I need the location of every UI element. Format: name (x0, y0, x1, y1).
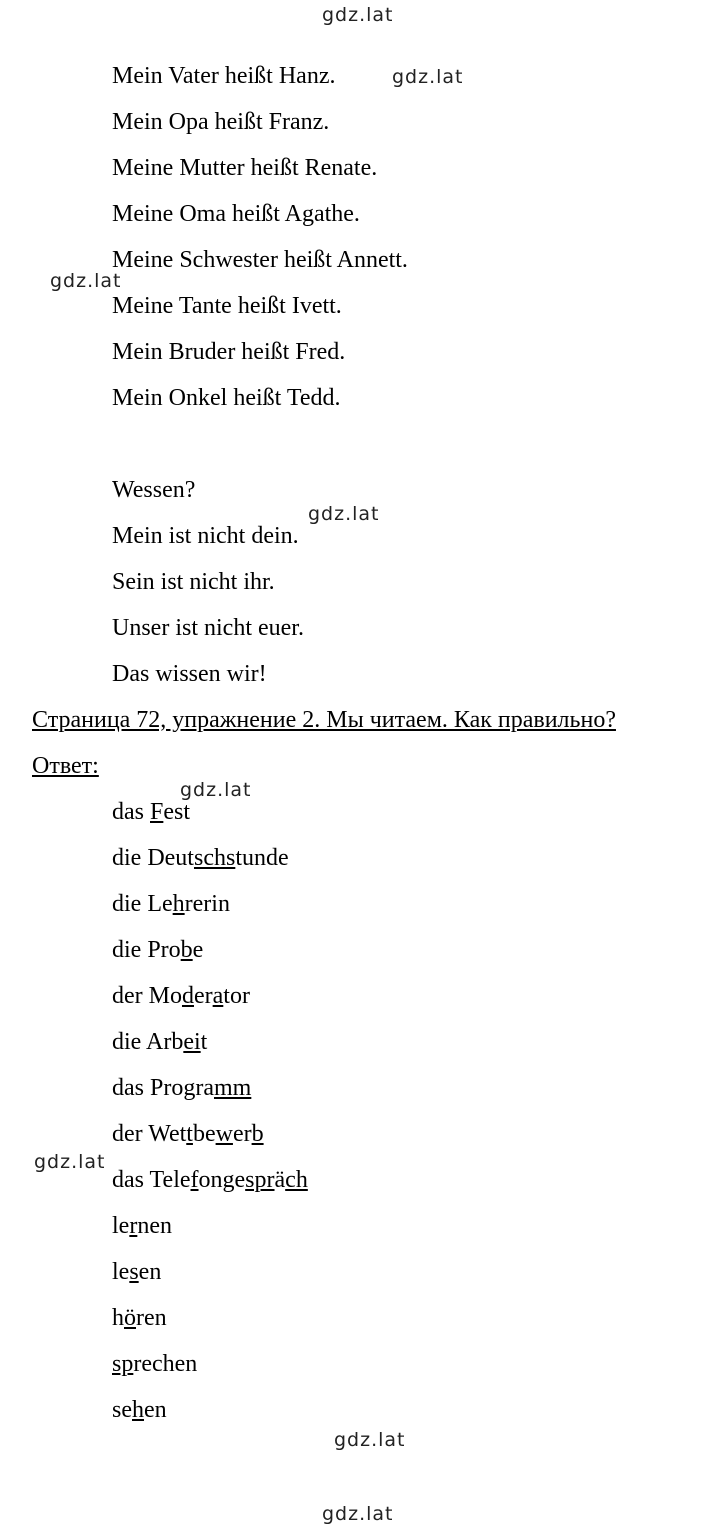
word-text: e (192, 937, 204, 963)
word-text: das (112, 799, 150, 825)
word-text: en (144, 1397, 167, 1423)
word-line (112, 1258, 161, 1286)
word-text: die Pro (112, 937, 181, 963)
word-text: das Tele (112, 1167, 191, 1193)
poem2-line-5: Das wissen wir! (112, 661, 267, 687)
word-line (112, 1166, 308, 1194)
underlined-letters: t (186, 1121, 193, 1147)
poem1-line-4: Meine Oma heißt Agathe. (112, 201, 360, 227)
word-line (112, 1396, 167, 1424)
underlined-letters: r (129, 1213, 138, 1239)
underlined-letters: w (215, 1121, 233, 1147)
answer-label: Ответ: (32, 753, 99, 779)
poem1-line-5: Meine Schwester heißt Annett. (112, 247, 408, 273)
poem1-line-8: Mein Onkel heißt Tedd. (112, 385, 341, 411)
word-text: tor (223, 983, 250, 1009)
underlined-letters: b (180, 937, 193, 963)
word-text: le (112, 1213, 130, 1239)
underlined-letters: sp (112, 1351, 134, 1377)
underlined-letters: h (172, 891, 185, 917)
word-text: nen (137, 1213, 172, 1239)
underlined-letters: mm (213, 1075, 252, 1101)
word-text: die Deut (112, 845, 194, 871)
word-text: est (163, 799, 191, 825)
word-line (112, 890, 230, 918)
word-text: rerin (184, 891, 230, 917)
underlined-letters: ö (124, 1305, 136, 1331)
word-line (112, 1304, 167, 1332)
watermark: gdz.lat (50, 270, 122, 292)
poem2-line-3: Sein ist nicht ihr. (112, 569, 275, 595)
word-line (112, 1350, 197, 1378)
watermark: gdz.lat (334, 1429, 406, 1451)
poem1-line-1: Mein Vater heißt Hanz. (112, 63, 336, 89)
word-line (112, 1212, 172, 1240)
word-text: der Mo (112, 983, 182, 1009)
word-text: le (112, 1259, 130, 1285)
word-line (112, 844, 289, 872)
word-line (112, 798, 190, 826)
poem2-line-2: Mein ist nicht dein. (112, 523, 299, 549)
underlined-letters: F (150, 799, 164, 825)
word-line (112, 1120, 264, 1148)
word-line (112, 1028, 207, 1056)
word-text: t (200, 1029, 208, 1055)
word-text: die Le (112, 891, 173, 917)
word-text: rechen (133, 1351, 198, 1377)
word-text: h (112, 1305, 124, 1331)
watermark: gdz.lat (34, 1151, 106, 1173)
word-text: unde (242, 845, 289, 871)
word-text: die Arb (112, 1029, 184, 1055)
word-line (112, 1074, 251, 1102)
watermark: gdz.lat (308, 503, 380, 525)
underlined-letters: spr (245, 1167, 275, 1193)
underlined-letters: s (129, 1259, 139, 1285)
word-text: er (232, 1121, 252, 1147)
poem1-line-7: Mein Bruder heißt Fred. (112, 339, 346, 365)
word-text: der Wet (112, 1121, 187, 1147)
poem2-line-4: Unser ist nicht euer. (112, 615, 304, 641)
watermark: gdz.lat (322, 1503, 394, 1525)
word-text: er (193, 983, 213, 1009)
underlined-letters: f (190, 1167, 199, 1193)
underlined-letters: h (132, 1397, 144, 1423)
watermark: gdz.lat (392, 66, 464, 88)
word-text: en (138, 1259, 162, 1285)
word-text: das Progra (112, 1075, 214, 1101)
word-text: onge (198, 1167, 246, 1193)
poem1-line-2: Mein Opa heißt Franz. (112, 109, 330, 135)
underlined-letters: schs (193, 845, 236, 871)
poem2-line-1: Wessen? (112, 477, 196, 503)
poem1-line-6: Meine Tante heißt Ivett. (112, 293, 342, 319)
underlined-letters: ei (183, 1029, 201, 1055)
poem1-line-3: Meine Mutter heißt Renate. (112, 155, 378, 181)
word-text: se (112, 1397, 132, 1423)
watermark: gdz.lat (180, 779, 252, 801)
word-text: be (192, 1121, 216, 1147)
underlined-letters: d (181, 983, 194, 1009)
word-line (112, 936, 203, 964)
watermark: gdz.lat (322, 4, 394, 26)
underlined-letters: b (251, 1121, 264, 1147)
word-text: ren (136, 1305, 167, 1331)
exercise-heading: Страница 72, упражнение 2. Мы читаем. Как правильно? (32, 707, 616, 733)
word-text: t (235, 845, 242, 871)
underlined-letters: a (212, 983, 224, 1009)
word-text: ä (274, 1167, 286, 1193)
word-line (112, 982, 250, 1010)
underlined-letters: ch (285, 1167, 308, 1193)
